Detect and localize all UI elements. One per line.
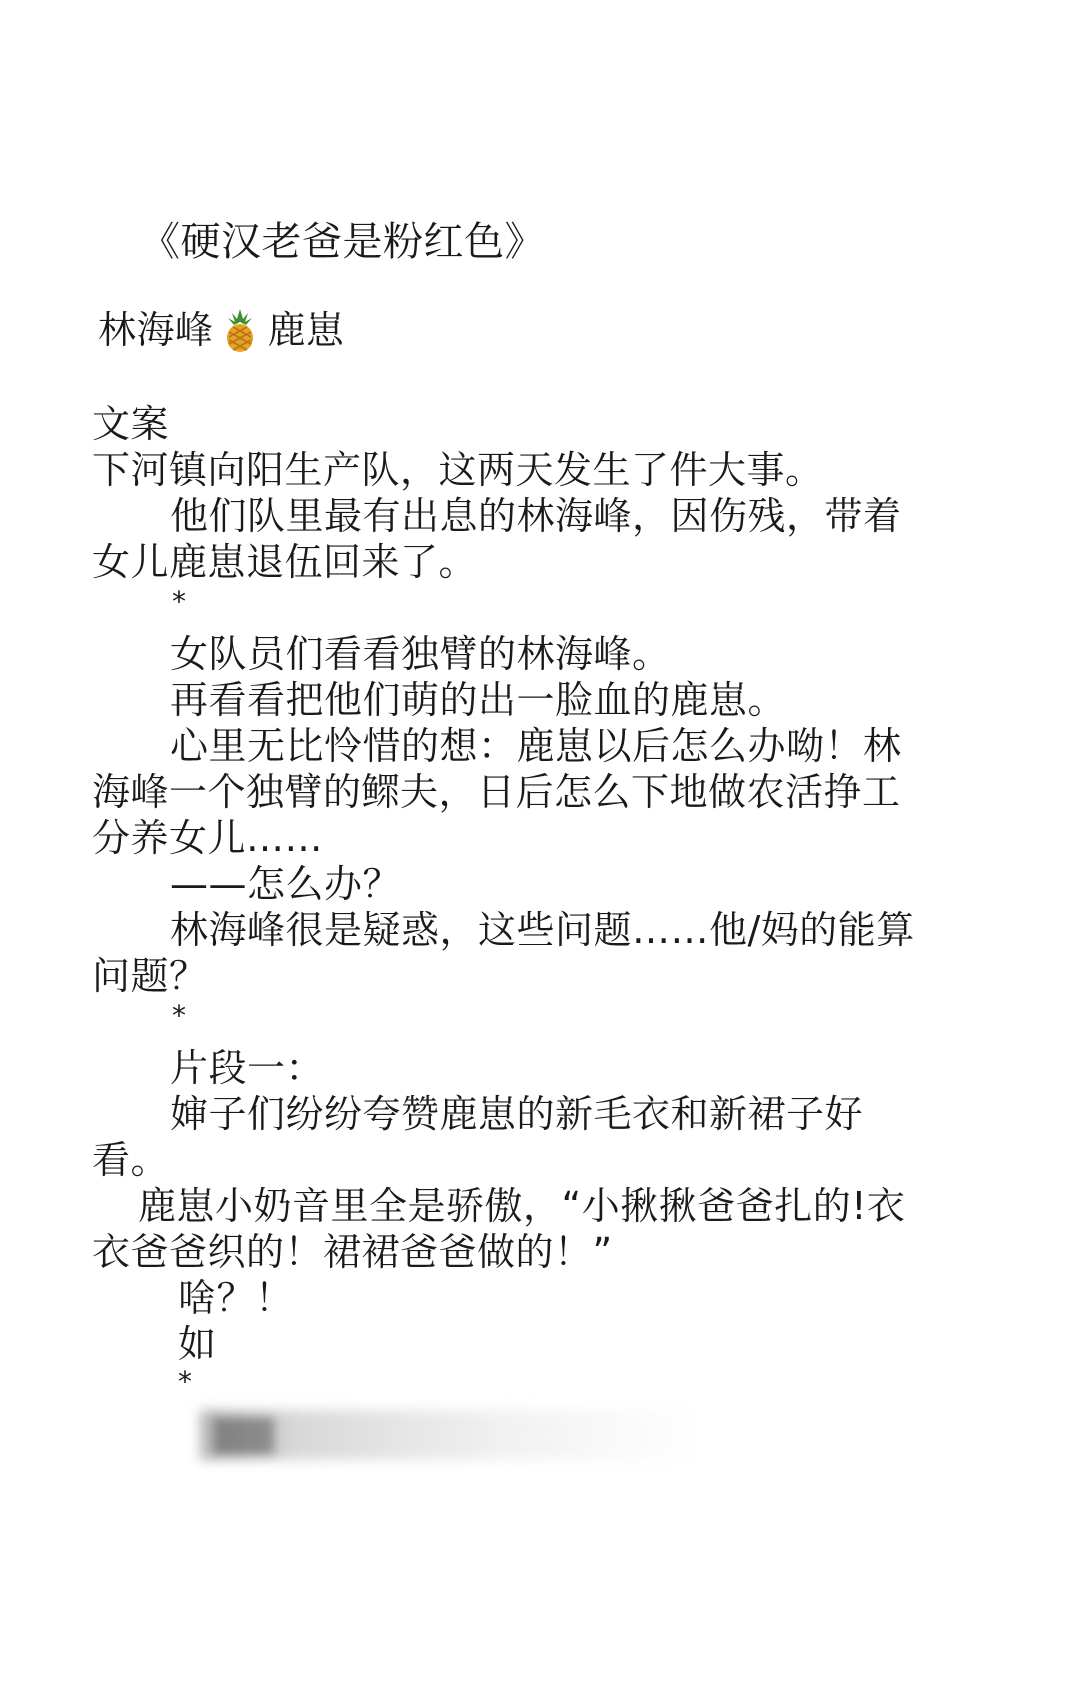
blurb-heading: 文案 bbox=[92, 402, 170, 446]
blur-overlay bbox=[200, 1410, 700, 1460]
book-title: 《硬汉老爸是粉红色》 bbox=[140, 219, 545, 265]
blurb-line: 看。 bbox=[92, 1138, 170, 1182]
author-name: 林海峰 bbox=[98, 308, 214, 352]
blurb-line: 再看看把他们萌的出一脸血的鹿崽。 bbox=[170, 678, 787, 722]
blurb-line: 下河镇向阳生产队，这两天发生了件大事。 bbox=[92, 448, 824, 492]
blurb-line: 婶子们纷纷夸赞鹿崽的新毛衣和新裙子好 bbox=[170, 1092, 864, 1136]
author-line bbox=[98, 306, 345, 354]
section-separator: * bbox=[172, 999, 186, 1032]
blurb-line: 女儿鹿崽退伍回来了。 bbox=[92, 540, 478, 584]
blurb-line: 他们队里最有出息的林海峰，因伤残，带着 bbox=[170, 494, 902, 538]
author-partner: 鹿崽 bbox=[267, 308, 345, 352]
blurb-line: 问题？ bbox=[92, 954, 208, 998]
section-separator: * bbox=[178, 1365, 192, 1398]
blurb-line: 鹿崽小奶音里全是骄傲，“小揪揪爸爸扎的!衣 bbox=[138, 1184, 906, 1228]
pineapple-icon bbox=[220, 307, 260, 353]
blurb-line-truncated: 如 bbox=[178, 1322, 217, 1366]
blurb-line: 林海峰很是疑惑，这些问题……他/妈的能算 bbox=[170, 908, 915, 952]
blurb-line: 片段一： bbox=[170, 1046, 325, 1090]
blurb-line: 海峰一个独臂的鳏夫，日后怎么下地做农活挣工 bbox=[92, 770, 901, 814]
blurb-line: 啥？！ bbox=[178, 1276, 294, 1320]
blurb-line: 衣爸爸织的！裙裙爸爸做的！” bbox=[92, 1230, 613, 1274]
blurb-line: 女队员们看看独臂的林海峰。 bbox=[170, 632, 671, 676]
blurb-line: ——怎么办？ bbox=[170, 862, 402, 906]
section-separator: * bbox=[172, 585, 186, 618]
blur-overlay bbox=[214, 1418, 274, 1454]
blurb-line: 心里无比怜惜的想：鹿崽以后怎么办呦！林 bbox=[170, 724, 902, 768]
blurb-line: 分养女儿…… bbox=[92, 816, 324, 860]
